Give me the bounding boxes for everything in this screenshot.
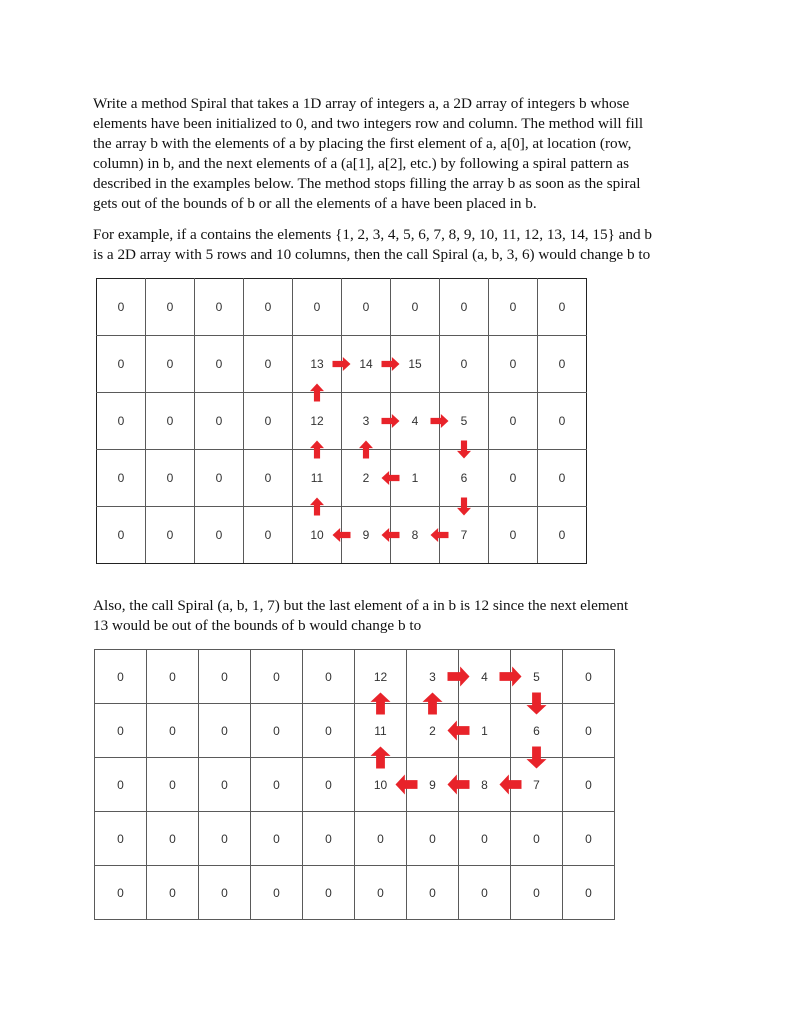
- grid-cell: 0: [97, 450, 146, 507]
- grid-cell: 0: [538, 336, 587, 393]
- grid-cell: 12: [293, 393, 342, 450]
- grid-cell: 0: [146, 393, 195, 450]
- grid-cell: 0: [563, 704, 615, 758]
- grid-cell: 15: [391, 336, 440, 393]
- grid-cell: 0: [251, 650, 303, 704]
- grid-cell: 0: [303, 812, 355, 866]
- grid-cell: 0: [195, 279, 244, 336]
- grid-cell: 0: [195, 393, 244, 450]
- grid-cell: 2: [407, 704, 459, 758]
- grid-cell: 0: [538, 393, 587, 450]
- grid-row: [95, 812, 615, 866]
- grid-cell: 9: [342, 507, 391, 564]
- grid-cell: 0: [303, 650, 355, 704]
- grid-cell: 0: [199, 704, 251, 758]
- grid-cell: 8: [391, 507, 440, 564]
- grid-row: [97, 450, 587, 507]
- grid-cell: 14: [342, 336, 391, 393]
- problem-statement-line: described in the examples below. The method stops filling the array b as soon as the spiral: [93, 175, 641, 192]
- grid-cell: 0: [147, 704, 199, 758]
- grid-cell: 0: [146, 507, 195, 564]
- example-2-description: [93, 596, 703, 636]
- grid-cell: 0: [342, 279, 391, 336]
- grid-cell: 0: [95, 866, 147, 920]
- example-1-line: is a 2D array with 5 rows and 10 columns, then the call Spiral (a, b, 3, 6) would change b to: [93, 246, 651, 263]
- grid-row: [95, 650, 615, 704]
- problem-statement-line: gets out of the bounds of b or all the elements of a have been placed in b.: [93, 195, 537, 212]
- grid-cell: 0: [251, 758, 303, 812]
- grid-cell: 7: [440, 507, 489, 564]
- grid-cell: 3: [342, 393, 391, 450]
- grid-cell: 0: [244, 450, 293, 507]
- grid-cell: 11: [355, 704, 407, 758]
- grid-cell: 6: [440, 450, 489, 507]
- grid-cell: 10: [293, 507, 342, 564]
- example-1-line: For example, if a contains the elements {1, 2, 3, 4, 5, 6, 7, 8, 9, 10, 11, 12, 13, 14, 15} and b: [93, 226, 652, 243]
- grid-cell: 0: [440, 279, 489, 336]
- problem-statement-line: column) in b, and the next elements of a (a[1], a[2], etc.) by following a spiral pattern as: [93, 155, 630, 172]
- grid-cell: 4: [391, 393, 440, 450]
- grid-cell: 0: [147, 866, 199, 920]
- grid-cell: 0: [251, 704, 303, 758]
- grid-cell: 0: [489, 507, 538, 564]
- grid-cell: 2: [342, 450, 391, 507]
- grid-cell: 0: [146, 336, 195, 393]
- problem-statement-line: elements have been initialized to 0, and two integers row and column. The method will fill: [93, 115, 644, 132]
- grid-cell: 0: [95, 812, 147, 866]
- grid-cell: 0: [563, 812, 615, 866]
- grid-row: [95, 866, 615, 920]
- grid-cell: 7: [511, 758, 563, 812]
- grid-cell: 0: [391, 279, 440, 336]
- grid-cell: 0: [489, 393, 538, 450]
- grid-cell: 4: [459, 650, 511, 704]
- grid-cell: 5: [440, 393, 489, 450]
- grid-cell: 0: [303, 866, 355, 920]
- grid-cell: 0: [407, 866, 459, 920]
- example-2-line: 13 would be out of the bounds of b would change b to: [93, 617, 422, 634]
- grid-cell: 0: [251, 812, 303, 866]
- example-1-description: [93, 225, 703, 265]
- grid-cell: 0: [199, 758, 251, 812]
- grid-cell: 0: [563, 866, 615, 920]
- grid-cell: 12: [355, 650, 407, 704]
- grid-cell: 8: [459, 758, 511, 812]
- grid-cell: 0: [195, 507, 244, 564]
- grid-cell: 0: [195, 336, 244, 393]
- grid-row: [97, 393, 587, 450]
- grid-cell: 0: [244, 393, 293, 450]
- grid-cell: 13: [293, 336, 342, 393]
- grid-cell: 0: [199, 812, 251, 866]
- grid-cell: 0: [407, 812, 459, 866]
- grid-cell: 0: [146, 450, 195, 507]
- grid-cell: 0: [293, 279, 342, 336]
- example-2-line: Also, the call Spiral (a, b, 1, 7) but the last element of a in b is 12 since the next element: [93, 597, 629, 614]
- grid-cell: 0: [355, 866, 407, 920]
- grid-cell: 0: [459, 866, 511, 920]
- grid-cell: 0: [95, 758, 147, 812]
- grid-cell: 0: [511, 812, 563, 866]
- grid-cell: 0: [489, 279, 538, 336]
- grid-cell: 0: [97, 279, 146, 336]
- grid-cell: 0: [538, 450, 587, 507]
- grid-cell: 0: [489, 336, 538, 393]
- grid-row: [95, 704, 615, 758]
- grid-cell: 0: [97, 507, 146, 564]
- grid-cell: 0: [355, 812, 407, 866]
- grid-row: [97, 279, 587, 336]
- grid-cell: 0: [95, 704, 147, 758]
- grid-cell: 0: [199, 650, 251, 704]
- grid-cell: 0: [303, 704, 355, 758]
- example-2-grid: [94, 649, 615, 920]
- problem-statement-line: Write a method Spiral that takes a 1D array of integers a, a 2D array of integers b whose: [93, 95, 630, 112]
- grid-cell: 10: [355, 758, 407, 812]
- grid-cell: 0: [511, 866, 563, 920]
- grid-cell: 0: [244, 336, 293, 393]
- grid-cell: 0: [244, 507, 293, 564]
- grid-cell: 0: [147, 758, 199, 812]
- grid-cell: 0: [97, 336, 146, 393]
- grid-cell: 0: [489, 450, 538, 507]
- grid-cell: 0: [563, 650, 615, 704]
- problem-statement-line: the array b with the elements of a by placing the first element of a, a[0], at location (row,: [93, 135, 632, 152]
- grid-row: [97, 336, 587, 393]
- grid-cell: 0: [563, 758, 615, 812]
- grid-cell: 0: [440, 336, 489, 393]
- grid-cell: 3: [407, 650, 459, 704]
- grid-cell: 11: [293, 450, 342, 507]
- grid-cell: 0: [146, 279, 195, 336]
- grid-row: [95, 758, 615, 812]
- grid-cell: 0: [195, 450, 244, 507]
- grid-cell: 1: [391, 450, 440, 507]
- grid-cell: 0: [199, 866, 251, 920]
- grid-cell: 9: [407, 758, 459, 812]
- grid-cell: 0: [538, 279, 587, 336]
- grid-cell: 0: [244, 279, 293, 336]
- problem-statement: [93, 94, 703, 214]
- grid-cell: 0: [95, 650, 147, 704]
- grid-row: [97, 507, 587, 564]
- grid-cell: 0: [538, 507, 587, 564]
- grid-cell: 0: [251, 866, 303, 920]
- grid-cell: 5: [511, 650, 563, 704]
- grid-cell: 0: [147, 650, 199, 704]
- grid-cell: 0: [459, 812, 511, 866]
- grid-cell: 6: [511, 704, 563, 758]
- grid-cell: 1: [459, 704, 511, 758]
- example-1-grid: [96, 278, 587, 564]
- grid-cell: 0: [97, 393, 146, 450]
- grid-cell: 0: [303, 758, 355, 812]
- grid-cell: 0: [147, 812, 199, 866]
